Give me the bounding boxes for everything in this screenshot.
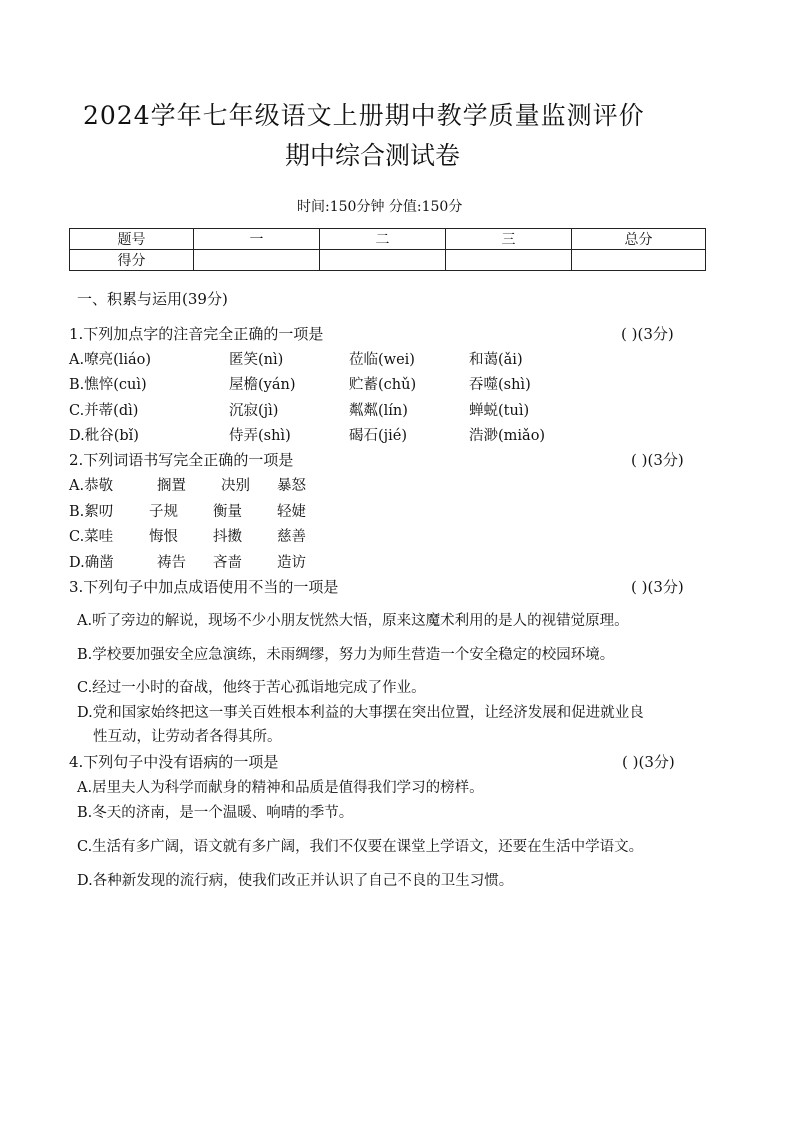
q2-option-b-1: B.絮叨	[69, 504, 114, 520]
question-1-stem: 1.下列加点字的注音完全正确的一项是	[69, 325, 324, 343]
question-1-score: ( )(3分)	[621, 325, 674, 343]
score-table-header-row	[70, 229, 706, 250]
q2-option-a-4: 暴怒	[277, 478, 306, 494]
q4-option-c: C.生活有多广阔，语文就有多广阔，我们不仅要在课堂上学语文，还要在生活中学语文。	[77, 839, 644, 855]
q1-option-c-3: 粼粼(lín)	[349, 403, 408, 419]
question-3-stem: 3.下列句子中加点成语使用不当的一项是	[69, 578, 339, 596]
q3-option-d-line2: 性互动，让劳动者各得其所。	[93, 729, 282, 745]
question-2-stem: 2.下列词语书写完全正确的一项是	[69, 451, 294, 469]
q1-option-b-3: 贮蓄(chǔ)	[349, 377, 417, 393]
q1-option-d-1: D.秕谷(bǐ)	[69, 428, 139, 444]
q1-option-b-1: B.憔悴(cuì)	[69, 377, 147, 393]
q2-option-d-1: D.确凿	[69, 555, 114, 571]
q1-option-d-3: 碣石(jié)	[349, 428, 408, 444]
table-cell: 总分	[572, 229, 706, 250]
page-title: 2024学年七年级语文上册期中教学质量监测评价	[83, 101, 645, 130]
page-subtitle: 期中综合测试卷	[285, 141, 461, 170]
q1-option-d-4: 浩渺(miǎo)	[469, 428, 546, 444]
table-cell: 三	[446, 229, 572, 250]
q4-option-b: B.冬天的济南，是一个温暖、响晴的季节。	[77, 805, 354, 821]
question-2-score: ( )(3分)	[631, 451, 684, 469]
q2-option-b-2: 子规	[149, 504, 178, 520]
table-cell: 得分	[70, 250, 194, 271]
q1-option-c-2: 沉寂(jì)	[229, 403, 279, 419]
q1-option-a-2: 匿笑(nì)	[229, 352, 284, 368]
score-input-cell[interactable]	[446, 250, 572, 271]
q2-option-d-3: 吝啬	[213, 555, 242, 571]
q1-option-c-1: C.并蒂(dì)	[69, 403, 139, 419]
q1-option-b-2: 屋檐(yán)	[229, 377, 296, 393]
q2-option-d-4: 造访	[277, 555, 306, 571]
q1-option-a-3: 莅临(wei)	[349, 352, 415, 368]
score-input-cell[interactable]	[194, 250, 320, 271]
q2-option-c-2: 悔恨	[149, 529, 178, 545]
q2-option-a-3: 决别	[221, 478, 250, 494]
q1-option-a-4: 和蔼(ǎi)	[469, 352, 523, 368]
question-4-score: ( )(3分)	[622, 753, 675, 771]
question-3-score: ( )(3分)	[631, 578, 684, 596]
q2-option-b-3: 衡量	[213, 504, 242, 520]
q3-option-a: A.听了旁边的解说，现场不少小朋友恍然大悟，原来这魔术利用的是人的视错觉原理。	[77, 613, 629, 629]
q3-option-d-line1: D.党和国家始终把这一事关百姓根本利益的大事摆在突出位置，让经济发展和促进就业良	[77, 705, 644, 721]
score-table-score-row	[70, 250, 706, 271]
table-cell: 一	[194, 229, 320, 250]
q2-option-b-4: 轻婕	[277, 504, 306, 520]
q1-option-b-4: 吞噬(shì)	[469, 377, 531, 393]
question-4-stem: 4.下列句子中没有语病的一项是	[69, 753, 279, 771]
q3-option-b: B.学校要加强安全应急演练，未雨绸缪，努力为师生营造一个安全稳定的校园环境。	[77, 647, 615, 663]
q2-option-d-2: 祷告	[157, 555, 186, 571]
q3-option-c: C.经过一小时的奋战，他终于苦心孤诣地完成了作业。	[77, 680, 426, 696]
table-cell: 二	[320, 229, 446, 250]
q2-option-c-4: 慈善	[277, 529, 306, 545]
table-cell: 题号	[70, 229, 194, 250]
q1-option-c-4: 蝉蜕(tuì)	[469, 403, 530, 419]
section-heading: 一、积累与运用(39分)	[77, 290, 228, 308]
score-table	[69, 228, 706, 271]
q4-option-a: A.居里夫人为科学而献身的精神和品质是值得我们学习的榜样。	[77, 780, 484, 796]
score-input-cell[interactable]	[320, 250, 446, 271]
q4-option-d: D.各种新发现的流行病，使我们改正并认识了自己不良的卫生习惯。	[77, 873, 514, 889]
q2-option-c-3: 抖擞	[213, 529, 242, 545]
q2-option-c-1: C.菜哇	[69, 529, 114, 545]
exam-meta: 时间:150分钟 分值:150分	[297, 199, 463, 215]
q2-option-a-1: A.恭敬	[69, 478, 114, 494]
q1-option-a-1: A.嘹亮(liáo)	[69, 352, 152, 368]
q1-option-d-2: 侍弄(shì)	[229, 428, 291, 444]
score-input-cell[interactable]	[572, 250, 706, 271]
q2-option-a-2: 搁置	[157, 478, 186, 494]
